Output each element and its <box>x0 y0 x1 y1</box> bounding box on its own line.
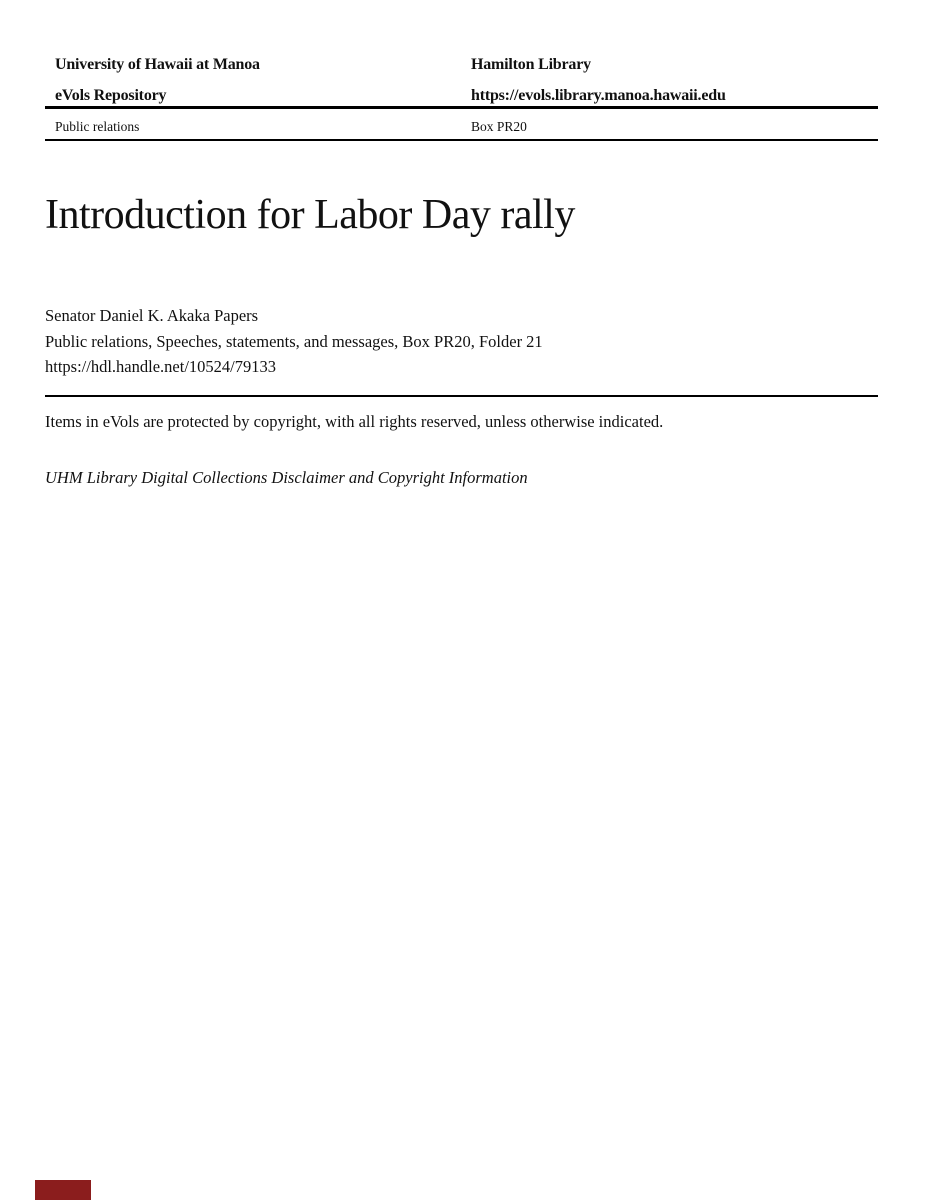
citation-divider-rule <box>45 395 878 397</box>
footer-mark <box>35 1180 91 1200</box>
document-title: Introduction for Labor Day rally <box>45 192 575 238</box>
citation-location: Public relations, Speeches, statements, and messages, Box PR20, Folder 21 <box>45 331 543 351</box>
copyright-notice: Items in eVols are protected by copyright, with all rights reserved, unless otherwise indicated. <box>45 412 664 431</box>
header-rule-top <box>45 106 878 109</box>
header-series-label: Public relations <box>55 119 140 134</box>
citation-handle-url-link[interactable]: https://hdl.handle.net/10524/79133 <box>45 357 276 376</box>
header-box-label: Box PR20 <box>471 119 527 134</box>
citation-block <box>45 303 543 380</box>
header-rule-bottom <box>45 139 878 141</box>
disclaimer-copyright-link[interactable]: UHM Library Digital Collections Disclaimer and Copyright Information <box>45 468 528 487</box>
header-library: Hamilton Library <box>471 56 591 73</box>
citation-collection: Senator Daniel K. Akaka Papers <box>45 306 259 325</box>
header-repository-url-link[interactable]: https://evols.library.manoa.hawaii.edu <box>471 87 726 104</box>
header-institution: University of Hawaii at Manoa <box>55 56 260 73</box>
header-repository-name: eVols Repository <box>55 87 167 104</box>
